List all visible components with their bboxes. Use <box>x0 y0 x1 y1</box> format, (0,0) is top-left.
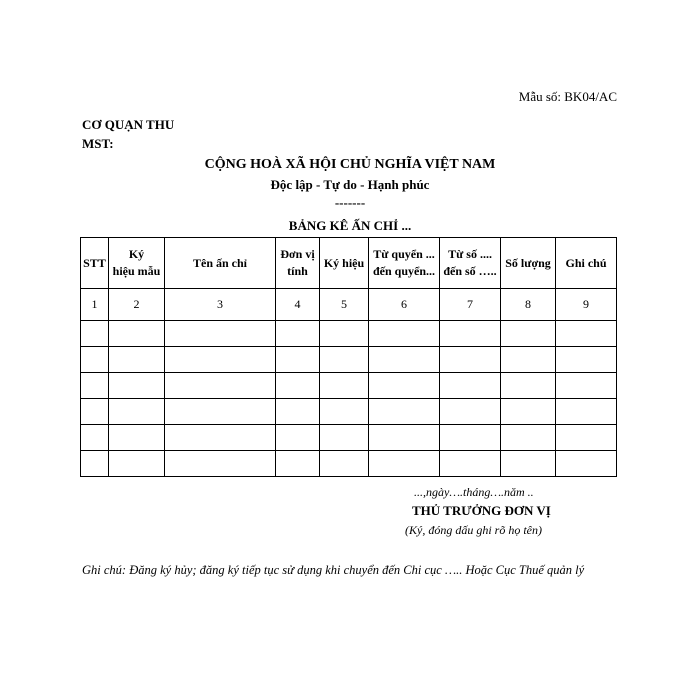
form-code: Mẫu số: BK04/AC <box>518 89 617 104</box>
table-cell <box>81 451 109 477</box>
column-header <box>109 238 165 289</box>
table-cell <box>165 347 276 373</box>
table-row <box>81 399 617 425</box>
table-cell <box>369 425 440 451</box>
column-header <box>556 238 617 289</box>
table-cell <box>81 425 109 451</box>
table-cell <box>165 399 276 425</box>
table-cell <box>109 321 165 347</box>
table-cell <box>556 373 617 399</box>
column-header-line: Từ quyển ... <box>373 247 435 261</box>
table-cell <box>556 399 617 425</box>
inventory-table <box>80 237 617 477</box>
table-cell <box>81 321 109 347</box>
table-cell <box>320 373 369 399</box>
table-cell <box>501 347 556 373</box>
table-cell <box>276 373 320 399</box>
column-header-line: Từ số .... <box>448 247 492 261</box>
table-cell <box>320 347 369 373</box>
table-cell <box>276 399 320 425</box>
table-cell <box>109 425 165 451</box>
column-number-cell: 9 <box>556 289 617 321</box>
column-header-line: Đơn vị <box>280 247 315 261</box>
table-cell <box>109 373 165 399</box>
column-header <box>320 238 369 289</box>
agency-block <box>82 115 174 153</box>
column-number-cell: 3 <box>165 289 276 321</box>
table-cell <box>440 373 501 399</box>
footnote: Ghi chú: Đăng ký hủy; đăng ký tiếp tục sử dụng khi chuyển đến Chi cục ….. Hoặc Cục Thuế quản lý <box>82 563 585 577</box>
signature-title: THỦ TRƯỞNG ĐƠN VỊ <box>412 503 551 518</box>
signature-date-line: ...,ngày….tháng….năm .. <box>414 485 534 499</box>
table-cell <box>320 399 369 425</box>
table-cell <box>440 347 501 373</box>
column-header <box>501 238 556 289</box>
table-cell <box>276 451 320 477</box>
table-cell <box>320 321 369 347</box>
table-cell <box>556 321 617 347</box>
agency-label: CƠ QUẠN THU <box>82 117 175 132</box>
column-number-cell: 7 <box>440 289 501 321</box>
column-header-line: Số lượng <box>505 255 551 270</box>
document-title: BẢNG KÊ ẤN CHỈ ... <box>288 218 412 233</box>
table-cell <box>165 451 276 477</box>
column-header-line: Tên ấn chỉ <box>192 255 247 270</box>
table-header-row <box>81 238 617 289</box>
table-cell <box>369 347 440 373</box>
column-header-line: Ghi chú <box>565 255 607 270</box>
table-cell <box>109 399 165 425</box>
column-header <box>165 238 276 289</box>
table-cell <box>165 425 276 451</box>
motto-separator: ------- <box>334 195 366 210</box>
column-header <box>369 238 440 289</box>
table-cell <box>440 451 501 477</box>
table-cell <box>320 451 369 477</box>
table-cell <box>440 321 501 347</box>
table-cell <box>501 399 556 425</box>
table-cell <box>109 347 165 373</box>
column-number-cell: 8 <box>501 289 556 321</box>
table-cell <box>276 425 320 451</box>
table-cell <box>81 399 109 425</box>
column-number-row <box>81 289 617 321</box>
table-cell <box>276 347 320 373</box>
column-number-cell: 6 <box>369 289 440 321</box>
table-cell <box>81 347 109 373</box>
tax-id-label: MST: <box>82 136 114 151</box>
table-row <box>81 425 617 451</box>
national-motto: Độc lập - Tự do - Hạnh phúc <box>270 177 430 192</box>
column-header <box>81 238 109 289</box>
column-header-line: Ký hiệu <box>323 255 365 270</box>
table-cell <box>556 347 617 373</box>
table-cell <box>440 425 501 451</box>
table-cell <box>556 451 617 477</box>
column-header <box>440 238 501 289</box>
column-number-cell: 2 <box>109 289 165 321</box>
column-header <box>276 238 320 289</box>
table-cell <box>440 399 501 425</box>
column-header-line: STT <box>83 255 106 270</box>
table-cell <box>369 321 440 347</box>
table-cell <box>369 373 440 399</box>
table-cell <box>501 321 556 347</box>
table-row <box>81 347 617 373</box>
table-cell <box>369 451 440 477</box>
table-row <box>81 451 617 477</box>
column-number-cell: 1 <box>81 289 109 321</box>
table-cell <box>501 451 556 477</box>
column-header-line: hiệu mẫu <box>112 264 161 278</box>
column-header-line: Ký <box>128 247 145 261</box>
column-number-cell: 4 <box>276 289 320 321</box>
table-cell <box>165 321 276 347</box>
table-row <box>81 321 617 347</box>
table-row <box>81 373 617 399</box>
table-cell <box>165 373 276 399</box>
table-cell <box>320 425 369 451</box>
republic-heading: CỘNG HOÀ XÃ HỘI CHỦ NGHĨA VIỆT NAM <box>204 157 496 172</box>
table-cell <box>81 373 109 399</box>
signature-note: (Ký, đóng dấu ghi rõ họ tên) <box>405 523 542 537</box>
table-cell <box>276 321 320 347</box>
column-number-cell: 5 <box>320 289 369 321</box>
column-header-line: tính <box>287 264 308 278</box>
table-cell <box>109 451 165 477</box>
table-cell <box>501 425 556 451</box>
table-cell <box>501 373 556 399</box>
column-header-line: đến số ….. <box>443 264 497 278</box>
table-cell <box>369 399 440 425</box>
table-cell <box>556 425 617 451</box>
column-header-line: đến quyển... <box>372 264 436 278</box>
